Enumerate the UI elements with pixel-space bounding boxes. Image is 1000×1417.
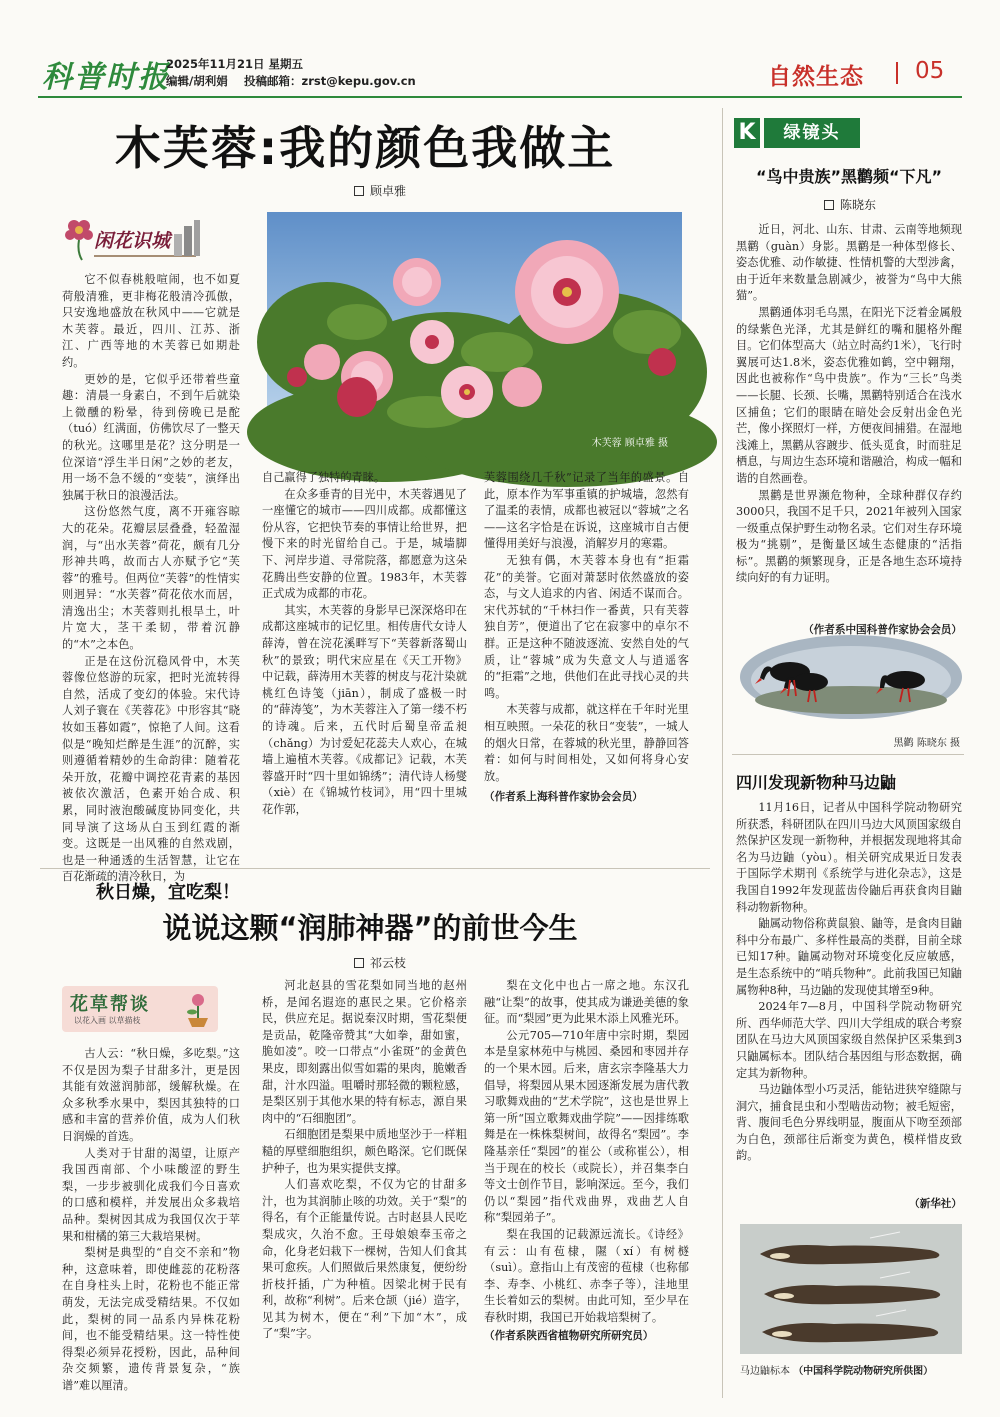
pear-article-column-3	[484, 978, 689, 1368]
page-number: 05	[915, 58, 945, 84]
camera-k-icon: K	[734, 118, 760, 148]
paragraph: 2024年7—8月，中国科学院动物研究所、西华师范大学、四川大学组成的联合考察团队在马边大风顶国家级自然保护区采集到3只鼬属标本。团队结合基因组与形态数据，确定其为新物种。	[736, 1000, 962, 1080]
paragraph: 梨在我国的记载源远流长。《诗经》有云：山有苞棣，隰（xí）有树檖（suì）。意指山上有茂密的苞棣（也称郁李、寿李、小桃红、赤李子等），洼地里生长着如云的梨树。由此可知，至少早在春秋时期，我国已开始栽培梨树了。	[484, 1227, 689, 1324]
main-article-column-3	[484, 470, 689, 856]
weasel-caption-credit: （中国科学院动物研究所供图）	[793, 1366, 934, 1377]
masthead-rule	[38, 96, 962, 98]
pear-article-column-2	[262, 978, 467, 1368]
paragraph: 11月16日，记者从中国科学院动物研究所获悉，科研团队在四川马边大风顶国家级自然保护区发现一新物种，并根据发现地将其命名为马边鼬（yòu）。相关研究成果近日发表于国际学术期刊《系统学与进化杂志》，这是我国自1992年发现蓝齿伶鼬后再获食肉目鼬科动物新物种。	[736, 801, 962, 914]
species-article-title: 四川发现新物种马边鼬	[736, 773, 897, 792]
paragraph: 人类对于甘甜的渴望，让原产我国西南部、个小味酸涩的野生梨，一步步被驯化成我们今日喜欢的口感和模样，并发展出众多栽培品种。梨树因其成为我国仅次于苹果和柑橘的第三大栽培果树。	[62, 1146, 240, 1243]
pear-article-signature: （作者系陕西省植物研究所研究员）	[484, 1330, 654, 1343]
byline-box-icon	[824, 200, 834, 210]
paragraph: 正是在这份沉稳风骨中，木芙蓉像位悠游的玩家，把时光流转得自然，活成了变幻的体验。宋代诗人刘子寰在《芙蓉花》中形容其“晓妆如玉暮如霞”，惊艳了人间。这看似是“晚知烂醉是生涯”的沉醉，实则遵循着精妙的生命韵律：随着花朵开放，花瓣中调控花青素的基因被依次激活，色素开始合成、积累，同时液泡酸碱度协同变化，共同导演了这场从白玉到红霞的渐变。这既是一出风雅的自然戏剧，也是一种通透的生活智慧，让它在百花渐疏的清冷秋日，为	[62, 654, 240, 884]
editor: 编辑/胡利娟	[166, 74, 228, 88]
paragraph: 芙蓉围绕几千秋”记录了当年的盛景。自此，原本作为军事重镇的护城墙，忽然有了温柔的表情，成都也被冠以“蓉城”之名——这名字恰是在诉说，这座城市自古便懂得用美好与浪漫，消解岁月的寒霜。	[484, 471, 689, 551]
paragraph: 更妙的是，它似乎还带着些童趣：清晨一身素白，不到午后就染上微醺的粉晕，待到傍晚已是酡（tuó）红满面，仿佛饮尽了一整天的秋光。这哪里是花？这分明是一位深谙“浮生半日闲”之妙的老友，用一场不急不缓的“变装”，演绎出独属于秋日的浪漫活法。	[62, 372, 240, 502]
bird-article-body	[736, 222, 962, 618]
paragraph: 人们喜欢吃梨，不仅为它的甘甜多汁，也为其润肺止咳的功效。关于“梨”的得名，有个正能量传说。古时赵县人民吃梨成灾，久治不愈。王母娘娘奉玉帝之命，化身老妇栽下一棵树，告知人们食其果可愈疾。人们照做后果然康复，便纷纷折枝扦插，广为种植。因梁北树于民有利，故称“利树”。后来仓颉（jié）造字，见其为树木，便在“利”下加“木”，成了“梨”字。	[262, 1178, 467, 1341]
paragraph: 它不似春桃般喧闹，也不如夏荷般清雅，更非梅花般清冷孤傲，只安逸地盛放在秋风中——它就是木芙蓉。最近，四川、江苏、浙江、广西等地的木芙蓉已如期赴约。	[62, 273, 240, 369]
lvjingtou-text: 绿镜头	[764, 118, 860, 148]
xianhua-badge	[58, 212, 208, 262]
paragraph: 其实，木芙蓉的身影早已深深烙印在成都这座城市的记忆里。相传唐代女诗人薛涛，曾在浣花溪畔写下“芙蓉新落蜀山秋”的景致；明代宋应星在《天工开物》中记载，薛涛用木芙蓉的树皮与花汁染就桃红色诗笺（jiān），制成了盛极一时的“薛涛笺”，为木芙蓉注入了第一缕不朽的诗魂。后来，五代时后蜀皇帝孟昶（chǎng）为讨爱妃花蕊夫人欢心，在城墙上遍植木芙蓉。《成都记》记载，木芙蓉盛开时“四十里如锦绣”；清代诗人杨燮（xiè）在《锦城竹枝词》，用“四十里城花作郭，	[262, 603, 467, 816]
paragraph: 黑鹳通体羽毛乌黑，在阳光下泛着金属般的绿紫色光泽，尤其是鲜红的嘴和腿格外醒目。它们体型高大（站立时高约1米），飞行时翼展可达1.8米，姿态优雅如鹤，空中翱翔，因此也被称作“鸟中贵族”。作为“三长”鸟类——长腿、长颈、长嘴，黑鹳特别适合在浅水区捕鱼；它们的眼睛在暗处会反射出金色光芒，像小探照灯一样，方便夜间捕猎。在湿地浅滩上，黑鹳从容踱步、低头觅食，时而驻足栖息，与周边生态环境和谐融洽，构成一幅和谐的自然画卷。	[736, 305, 962, 485]
main-article-column-1	[62, 272, 240, 884]
paper-name: 科普时报	[42, 60, 170, 95]
black-stork-caption: 黑鹳 陈晓东 摄	[893, 738, 960, 749]
section-title: 自然生态	[768, 64, 864, 90]
species-article-signature: （新华社）	[909, 1198, 962, 1210]
main-article-column-2	[262, 470, 467, 856]
bird-article-author: 陈晓东	[839, 198, 876, 212]
species-article-body	[736, 800, 962, 1194]
sidebar-rule	[732, 754, 964, 755]
paragraph: 河北赵县的雪花梨如同当地的赵州桥，是闻名遐迩的惠民之果。它价格亲民，供应充足。据说秦汉时期，雪花梨便是贡品，乾隆帝赞其“大如拳，甜如蜜，脆如凌”。咬一口带点“小雀斑”的金黄色果皮，即刻露出似雪如霜的果肉，脆嫩香甜，汁水四溢。咀嚼时那轻微的颗粒感，是梨区别于其他水果的特有标志，源自果肉中的“石细胞团”。	[262, 979, 467, 1125]
bird-article-title: “鸟中贵族”黑鹳频“下凡”	[755, 167, 943, 186]
paragraph: 近日，河北、山东、甘肃、云南等地频现黑鹳（guàn）身影。黑鹳是一种体型修长、姿态优雅、动作敏捷、性情机警的大型涉禽，由于近年来数量急剧减少，被誉为“鸟中大熊猫”。	[736, 223, 962, 303]
pear-article-column-1	[62, 1046, 240, 1392]
paragraph: 古人云：“秋日燥，多吃梨。”这不仅是因为梨子甘甜多汁，更是因其能有效滋润肺部，缓解秋燥。在众多秋季水果中，梨因其独特的口感和丰富的营养价值，成为人们秋日润燥的首选。	[62, 1047, 240, 1143]
sidebar-divider	[722, 108, 723, 1398]
masthead	[0, 0, 1000, 100]
black-stork-photo	[740, 622, 962, 722]
huacao-badge-sub: 以花入画 以草描枝	[74, 1016, 141, 1025]
paragraph: 公元705—710年唐中宗时期，梨园本是皇家林苑中与桃园、桑园和枣园并存的一个果木园。后来，唐玄宗李隆基大力倡导，将梨园从果木园逐渐发展为唐代教习歌舞戏曲的“艺术学院”，这也是世界上第一所“国立歌舞戏曲学院”——因排练歌舞是在一株株梨树间，故得名“梨园”。李隆基亲任“梨园”的崔公（或称崔公），相当于现在的校长（或院长），并召集李白等文士创作节目，影响深远。至今，我们仍以“梨园”指代戏曲界，戏曲艺人自称“梨园弟子”。	[484, 1028, 689, 1225]
paragraph: 自己赢得了独特的青睐。	[262, 471, 386, 484]
paragraph: 木芙蓉与成都，就这样在千年时光里相互映照。一朵花的秋日“变装”，一城人的烟火日常，在蓉城的秋光里，静静回答着：如何与时间相处，又如何将身心安放。	[484, 703, 689, 783]
pear-article-byline	[320, 954, 440, 971]
weasel-specimen-photo	[740, 1224, 962, 1354]
byline-box-icon	[354, 958, 364, 968]
submission-email: 投稿邮箱：zrst@kepu.gov.cn	[244, 74, 416, 88]
huacao-badge-label: 花草帮谈	[70, 994, 150, 1015]
main-article-byline	[320, 182, 440, 199]
paragraph: 在众多垂青的目光中，木芙蓉遇见了一座懂它的城市——四川成都。成都懂这份从容，它把快节奏的事情让给世界，把慢下来的时光留给自己。于是，城墙脚下、河岸步道、寻常院落，都愿意为这朵花腾出些安静的位置。1983年，木芙蓉正式成为成都的市花。	[262, 487, 467, 601]
hibiscus-photo-caption: 木芙蓉 顾卓雅 摄	[591, 438, 668, 449]
paragraph: 鼬属动物俗称黄鼠狼、鼬等，是食肉目鼬科中分布最广、多样性最高的类群，目前全球已知17种。鼬属动物对环境变化反应敏感，是生态系统中的“哨兵物种”。此前我国已知鼬属物种8种，马边鼬的发现使其增至9种。	[736, 917, 962, 997]
pear-article-title: 说说这颗“润肺神器”的前世今生	[162, 911, 578, 945]
bird-article-byline	[800, 196, 900, 213]
paragraph: 无独有偶，木芙蓉本身也有“拒霜花”的美誉。它面对萧瑟时依然盛放的姿态，与文人追求的内省、闲适不谋而合。宋代苏轼的“千林扫作一番黄，只有芙蓉独自芳”，便道出了它在寂寥中的卓尔不群。正是这种不随波逐流、安然自处的气质，让“蓉城”成为失意文人与逍遥客的“拒霜”之地，供他们在此寻找心灵的共鸣。	[484, 553, 689, 700]
pear-article-author: 祁云枝	[369, 956, 406, 970]
main-article-signature: （作者系上海科普作家协会会员）	[484, 791, 643, 804]
issue-date: 2025年11月21日 星期五	[166, 57, 304, 71]
paragraph: 石细胞团是梨果中质地坚沙于一样粗糙的厚壁细胞组织，颇色略深。它们既保护种子，也为果实提供支撑。	[262, 1128, 467, 1175]
weasel-specimen-caption	[740, 1362, 962, 1377]
paragraph: 这份悠然气度，离不开雍容晾大的花朵。花瓣层层叠叠，轻盈湿润，与“出水芙蓉”荷花，颇有几分形神共鸣，故而古人亦赋予它“芙蓉”的雅号。但两位“芙蓉”的性情实则迥异：“水芙蓉”荷花依水而居，清逸出尘；木芙蓉则扎根旱土，叶片宽大，茎干柔韧，带着沉静的“木”之本色。	[62, 505, 240, 652]
paragraph: 马边鼬体型小巧灵活，能钻进狭窄缝隙与洞穴，捕食昆虫和小型啮齿动物；被毛短密，背、腹间毛色分界线明显，腹面从下吻至颈部为白色，颈部往后渐变为黄色，模样惜皮致韵。	[736, 1083, 962, 1163]
weasel-caption-prefix: 马边鼬标本	[740, 1366, 790, 1377]
main-article-author: 顾卓雅	[369, 184, 406, 198]
bird-article-signature: （作者系中国科普作家协会会员）	[803, 624, 962, 636]
flower-pot-icon	[182, 992, 214, 1028]
huacao-badge	[62, 986, 218, 1032]
paragraph: 黑鹳是世界濒危物种，全球种群仅存约3000只，我国不足千只，2021年被列入国家一级重点保护野生动物名录。它们对生存环境极为“挑剔”，是衡量区域生态健康的“活指标”。黑鹳的频繁现身，正是各地生态环境持续向好的有力证明。	[736, 488, 962, 585]
xianhua-badge-label: 闲花识城	[94, 230, 171, 252]
hibiscus-photo	[267, 212, 682, 457]
section-divider	[896, 62, 898, 84]
byline-box-icon	[354, 186, 364, 196]
lvjingtou-label	[734, 118, 860, 148]
pear-article-kicker: 秋日燥，宜吃梨！	[96, 882, 240, 903]
paragraph: 梨在文化中也占一席之地。东汉孔融“让梨”的故事，使其成为谦逊美德的象征。而“梨园”更为此果木添上风雅光环。	[484, 979, 689, 1026]
main-article-title: 木芙蓉:我的颜色我做主	[114, 121, 616, 175]
paragraph: 梨树是典型的“自交不亲和”物种，这意味着，即使雌蕊的花粉落在自身柱头上时，花粉也不能正常萌发，无法完成受精结果。不仅如此，梨树的同一品系内异株花粉间，也不能受精结果。这一特性使得梨必须异花授粉，因此，品种间杂交频繁，遗传背景复杂，“族谱”难以厘清。	[62, 1246, 240, 1392]
